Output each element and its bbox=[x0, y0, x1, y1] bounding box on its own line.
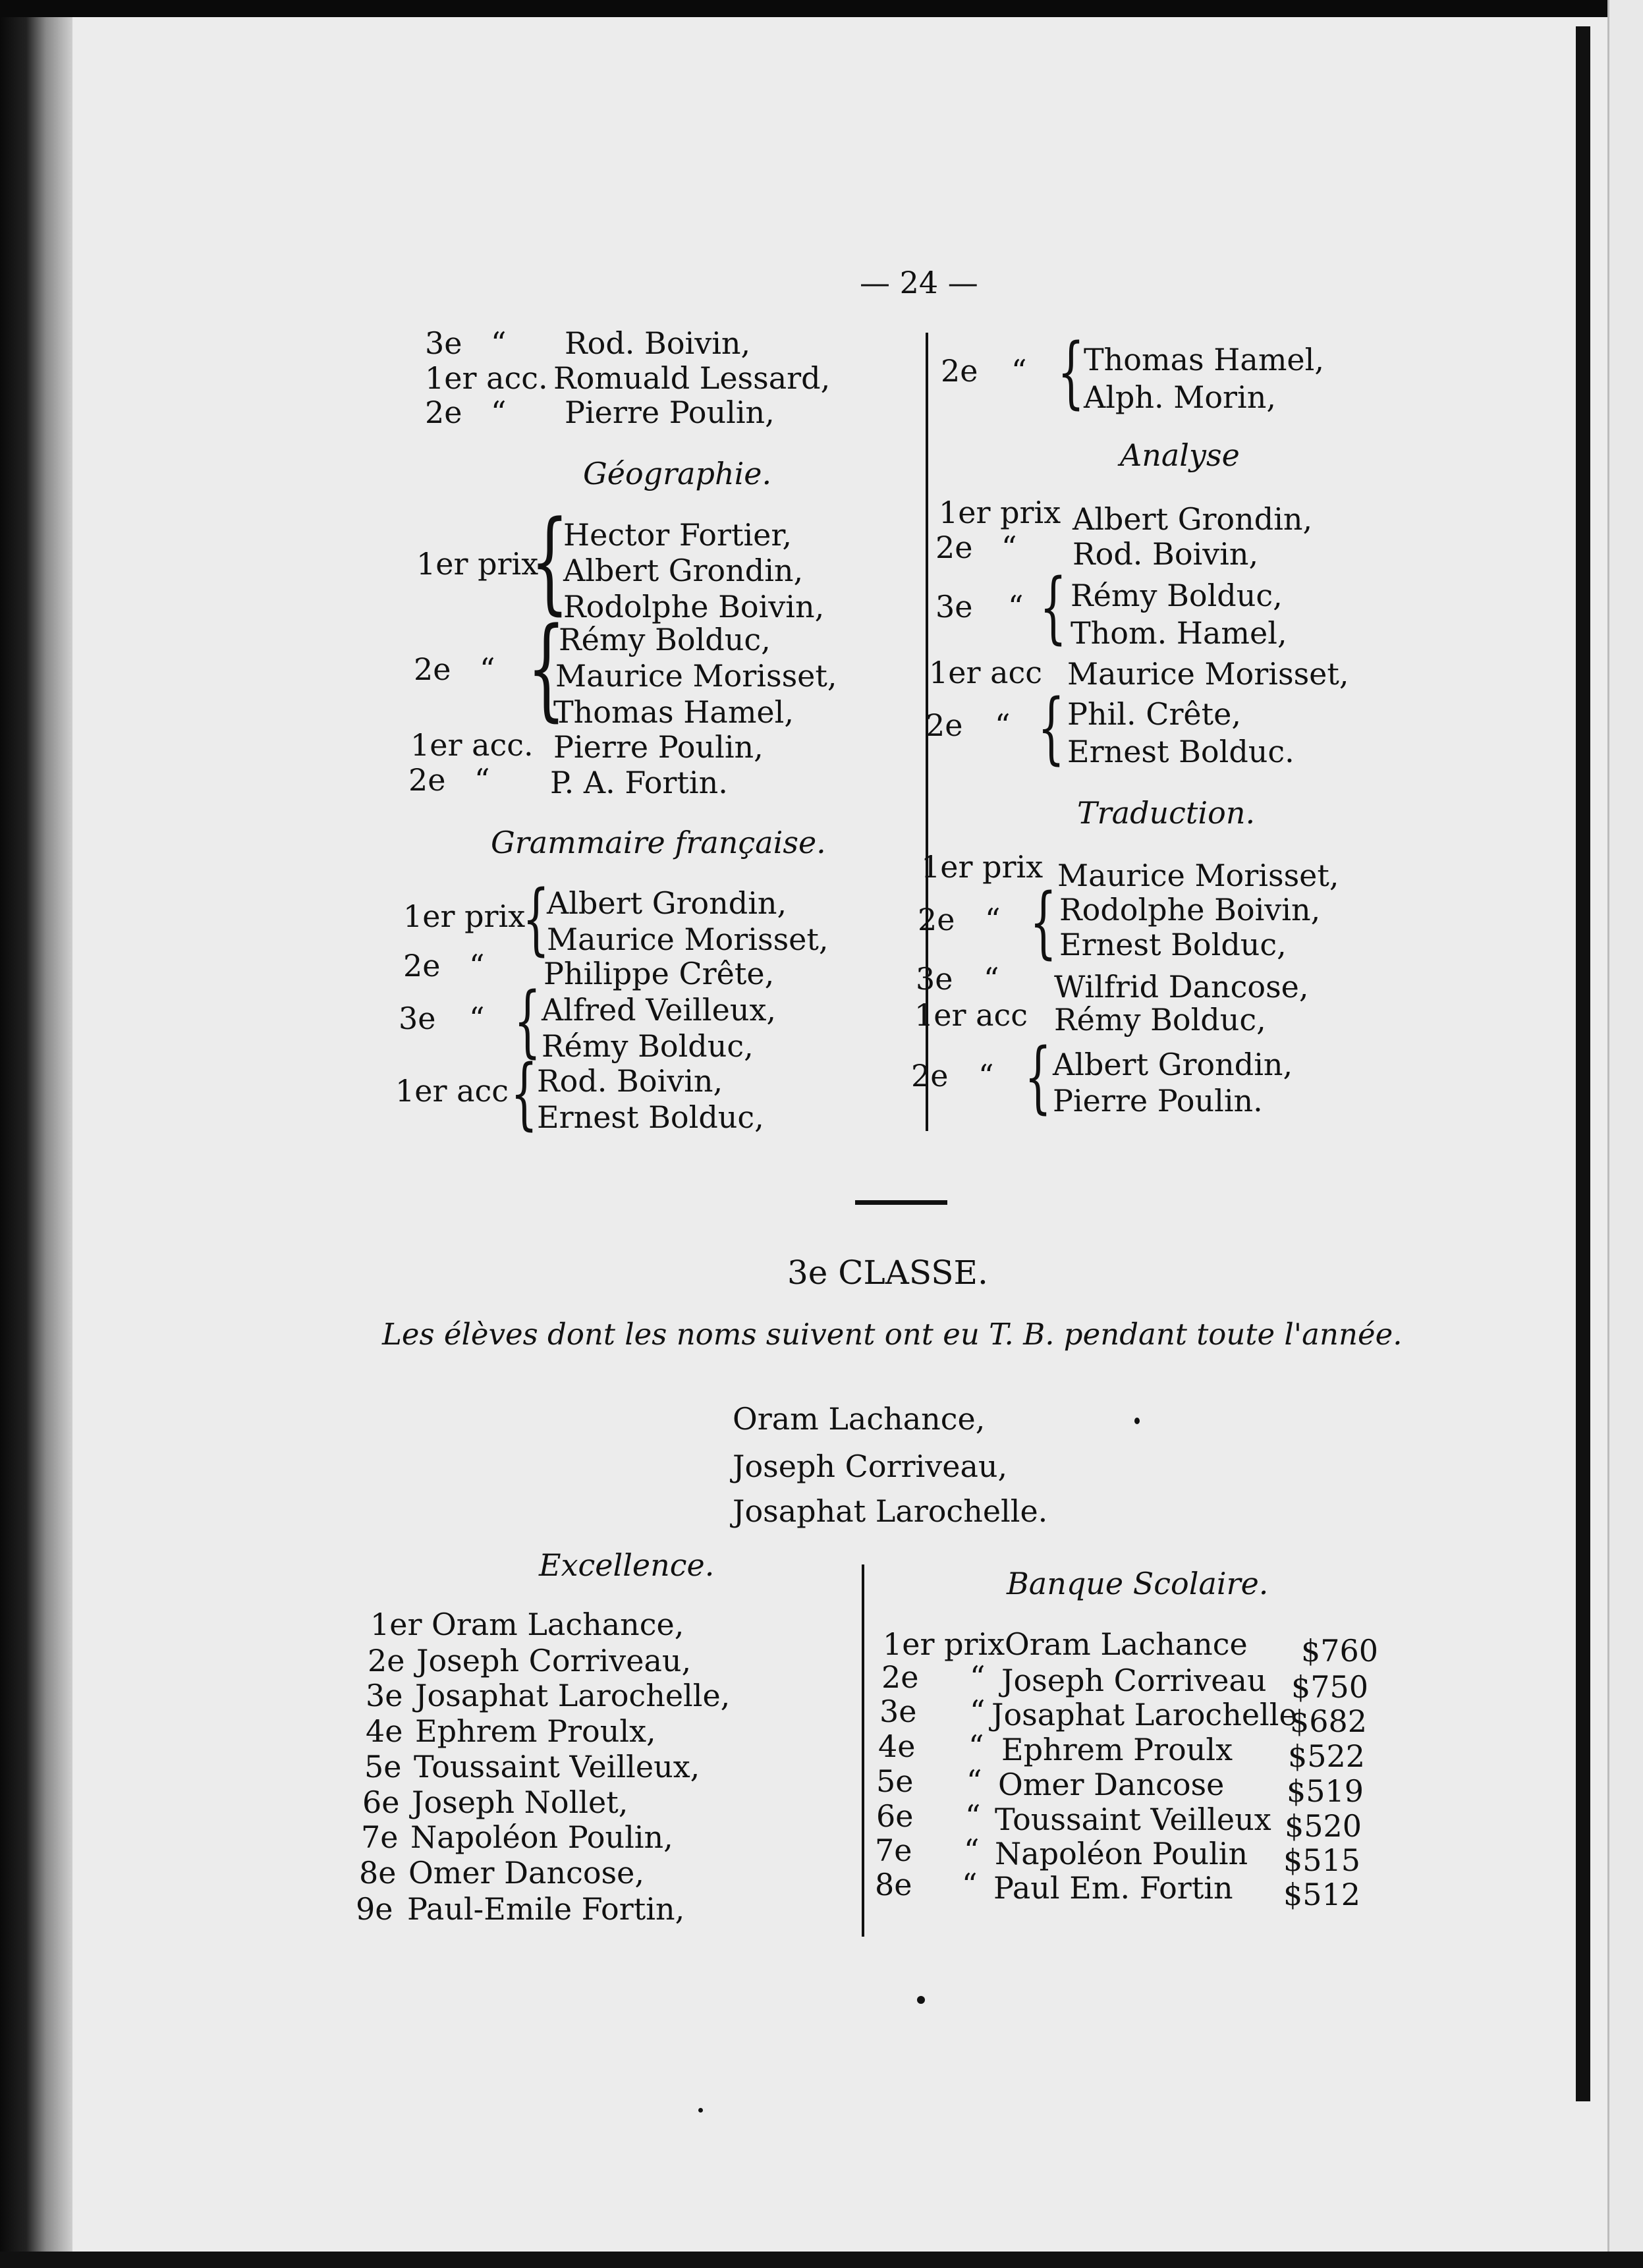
amount: $512 bbox=[1283, 1877, 1361, 1912]
rank: 2e bbox=[368, 1643, 405, 1678]
student-name: Napoléon Poulin, bbox=[410, 1819, 673, 1855]
student-name: Josaphat Larochelle bbox=[991, 1697, 1297, 1732]
rank: 1er bbox=[370, 1607, 422, 1642]
rank: 2e bbox=[941, 353, 978, 389]
rank: 3e bbox=[425, 325, 462, 361]
student-name: Omer Dancose bbox=[998, 1767, 1225, 1802]
student-name: P. A. Fortin. bbox=[550, 765, 728, 800]
rank: 3e bbox=[916, 961, 953, 997]
student-name: Toussaint Veilleux bbox=[995, 1802, 1271, 1837]
student-name: Joseph Corriveau, bbox=[733, 1449, 1008, 1484]
ditto-mark: “ bbox=[491, 325, 507, 361]
section-heading: Banque Scolaire. bbox=[1007, 1566, 1269, 1601]
ditto-mark: “ bbox=[480, 651, 495, 687]
student-name: Alfred Veilleux, bbox=[542, 992, 777, 1028]
rank: 7e bbox=[875, 1833, 912, 1868]
student-name: Albert Grondin, bbox=[1072, 501, 1313, 537]
ditto-mark: “ bbox=[985, 902, 1001, 937]
brace: { bbox=[511, 1047, 538, 1138]
rank: 1er acc bbox=[914, 997, 1028, 1033]
brace: { bbox=[1038, 682, 1065, 773]
rank: 2e bbox=[414, 651, 451, 687]
ditto-mark: “ bbox=[965, 1798, 981, 1834]
rank: 6e bbox=[362, 1784, 400, 1820]
student-name: Philippe Crête, bbox=[543, 956, 775, 991]
rank: 4e bbox=[366, 1713, 403, 1749]
student-name: Paul-Emile Fortin, bbox=[407, 1891, 685, 1927]
student-name: Rodolphe Boivin, bbox=[563, 589, 825, 624]
student-name: Thom. Hamel, bbox=[1071, 615, 1287, 651]
rank: 2e bbox=[918, 902, 955, 937]
student-name: Omer Dancose, bbox=[408, 1855, 645, 1891]
rank: 1er acc. bbox=[410, 727, 534, 763]
rank: 5e bbox=[876, 1763, 914, 1799]
student-name: Oram Lachance, bbox=[432, 1607, 684, 1642]
student-name: Rod. Boivin, bbox=[565, 325, 751, 361]
rank: 2e bbox=[926, 707, 963, 743]
section-heading: Excellence. bbox=[539, 1547, 715, 1583]
brace: { bbox=[1057, 326, 1085, 417]
amount: $760 bbox=[1301, 1633, 1379, 1669]
student-name: Thomas Hamel, bbox=[553, 694, 794, 730]
rank: 1er prix bbox=[939, 495, 1061, 530]
ditto-mark: “ bbox=[1001, 530, 1017, 565]
student-name: Albert Grondin, bbox=[1053, 1047, 1293, 1082]
student-name: Joseph Nollet, bbox=[412, 1784, 628, 1820]
student-name: Phil. Crête, bbox=[1067, 696, 1241, 732]
student-name: Ernest Bolduc, bbox=[1059, 927, 1287, 962]
student-name: Rémy Bolduc, bbox=[542, 1028, 754, 1064]
student-name: Oram Lachance, bbox=[733, 1401, 986, 1437]
brace: { bbox=[1024, 1031, 1052, 1122]
amount: $522 bbox=[1288, 1738, 1366, 1774]
student-name: Joseph Corriveau bbox=[1001, 1663, 1267, 1698]
student-name: Romuald Lessard, bbox=[553, 360, 831, 396]
ditto-mark: “ bbox=[970, 1659, 986, 1695]
student-name: Maurice Morisset, bbox=[1067, 656, 1349, 692]
section-heading: Analyse bbox=[1120, 437, 1240, 473]
ink-speck bbox=[1134, 1418, 1140, 1424]
rank: 8e bbox=[359, 1855, 397, 1891]
scan-right-edge bbox=[1607, 0, 1643, 2268]
student-name: Albert Grondin, bbox=[563, 553, 804, 588]
student-name: Napoléon Poulin bbox=[995, 1836, 1248, 1871]
rank: 3e bbox=[879, 1694, 917, 1729]
student-name: Rod. Boivin, bbox=[1072, 536, 1259, 572]
ditto-mark: “ bbox=[964, 1833, 980, 1868]
student-name: Ephrem Proulx, bbox=[415, 1713, 656, 1749]
student-name: Pierre Poulin, bbox=[565, 395, 775, 430]
ditto-mark: “ bbox=[984, 961, 999, 997]
student-name: Josaphat Larochelle, bbox=[415, 1678, 731, 1713]
amount: $520 bbox=[1285, 1808, 1362, 1844]
section-heading: Grammaire française. bbox=[491, 825, 826, 860]
brace: { bbox=[514, 975, 542, 1066]
class-note: Les élèves dont les noms suivent ont eu T. B. pendant toute l'année. bbox=[382, 1317, 1403, 1352]
ditto-mark: “ bbox=[962, 1867, 978, 1902]
student-name: Rod. Boivin, bbox=[537, 1063, 723, 1099]
rank: 1er prix bbox=[403, 899, 526, 934]
student-name: Ephrem Proulx bbox=[1001, 1732, 1233, 1767]
rank: 1er acc bbox=[929, 655, 1043, 690]
student-name: Wilfrid Dancose, bbox=[1054, 969, 1309, 1005]
amount: $750 bbox=[1291, 1669, 1369, 1705]
student-name: Rémy Bolduc, bbox=[1054, 1002, 1266, 1037]
amount: $519 bbox=[1287, 1773, 1364, 1809]
brace: { bbox=[1040, 561, 1067, 652]
rank: 2e bbox=[911, 1058, 949, 1093]
amount: $515 bbox=[1283, 1842, 1361, 1878]
ditto-mark: “ bbox=[968, 1729, 984, 1764]
rank: 8e bbox=[875, 1867, 912, 1902]
brace: { bbox=[530, 497, 569, 626]
section-separator bbox=[855, 1200, 947, 1205]
student-name: Oram Lachance bbox=[1005, 1626, 1248, 1662]
page-number: — 24 — bbox=[860, 265, 978, 300]
amount: $682 bbox=[1290, 1703, 1368, 1739]
rank: 2e bbox=[408, 762, 446, 798]
student-name: Josaphat Larochelle. bbox=[733, 1493, 1048, 1529]
section-heading: Traduction. bbox=[1077, 795, 1256, 831]
rank: 5e bbox=[364, 1749, 402, 1784]
rank: 3e bbox=[935, 589, 973, 624]
student-name: Rémy Bolduc, bbox=[1071, 578, 1283, 613]
ditto-mark: “ bbox=[469, 948, 485, 983]
scan-bottom-edge bbox=[0, 2252, 1643, 2268]
student-name: Alph. Morin, bbox=[1084, 379, 1276, 415]
rank: 4e bbox=[878, 1729, 916, 1764]
student-name: Ernest Bolduc, bbox=[537, 1099, 764, 1135]
rank: 2e bbox=[425, 395, 462, 430]
brace: { bbox=[527, 603, 566, 733]
brace: { bbox=[1030, 876, 1057, 967]
rank: 6e bbox=[876, 1798, 914, 1834]
rank: 3e bbox=[366, 1678, 403, 1713]
student-name: Hector Fortier, bbox=[563, 517, 792, 553]
rank: 9e bbox=[356, 1891, 393, 1927]
student-name: Ernest Bolduc. bbox=[1067, 734, 1295, 769]
ditto-mark: “ bbox=[469, 1001, 485, 1036]
rank: 1er prix bbox=[921, 849, 1044, 885]
ditto-mark: “ bbox=[1011, 353, 1027, 389]
rank: 1er prix bbox=[416, 546, 539, 582]
ditto-mark: “ bbox=[970, 1694, 986, 1729]
ink-speck bbox=[698, 2108, 703, 2113]
ditto-mark: “ bbox=[491, 395, 507, 430]
student-name: Pierre Poulin, bbox=[553, 729, 764, 765]
ditto-mark: “ bbox=[966, 1763, 982, 1799]
section-heading: Géographie. bbox=[583, 456, 772, 491]
student-name: Rodolphe Boivin, bbox=[1059, 892, 1321, 927]
student-name: Maurice Morisset, bbox=[555, 658, 837, 694]
ditto-mark: “ bbox=[1008, 589, 1024, 624]
student-name: Pierre Poulin. bbox=[1053, 1083, 1263, 1119]
student-name: Maurice Morisset, bbox=[1057, 858, 1339, 893]
rank: 2e bbox=[935, 530, 973, 565]
rank: 1er acc bbox=[395, 1073, 509, 1109]
rank: 1er prix bbox=[883, 1626, 1005, 1662]
student-name: Toussaint Veilleux, bbox=[414, 1749, 700, 1784]
scan-top-edge bbox=[0, 0, 1643, 17]
ditto-mark: “ bbox=[474, 762, 490, 798]
rank: 2e bbox=[881, 1659, 919, 1695]
brace: { bbox=[522, 873, 550, 964]
ink-speck bbox=[917, 1996, 925, 2004]
scan-left-edge bbox=[0, 0, 72, 2268]
student-name: Maurice Morisset, bbox=[547, 922, 829, 957]
rank: 2e bbox=[403, 948, 441, 983]
student-name: Albert Grondin, bbox=[547, 885, 787, 921]
student-name: Rémy Bolduc, bbox=[559, 622, 771, 657]
scan-page-border bbox=[1576, 26, 1590, 2101]
rank: 3e bbox=[399, 1001, 436, 1036]
rank: 1er acc. bbox=[425, 360, 548, 396]
ditto-mark: “ bbox=[995, 707, 1011, 743]
class-title: 3e CLASSE. bbox=[787, 1254, 988, 1292]
student-name: Paul Em. Fortin bbox=[993, 1870, 1233, 1906]
column-divider bbox=[862, 1564, 864, 1937]
student-name: Thomas Hamel, bbox=[1084, 342, 1324, 377]
rank: 7e bbox=[361, 1819, 399, 1855]
student-name: Joseph Corriveau, bbox=[416, 1643, 692, 1678]
ditto-mark: “ bbox=[978, 1058, 994, 1093]
